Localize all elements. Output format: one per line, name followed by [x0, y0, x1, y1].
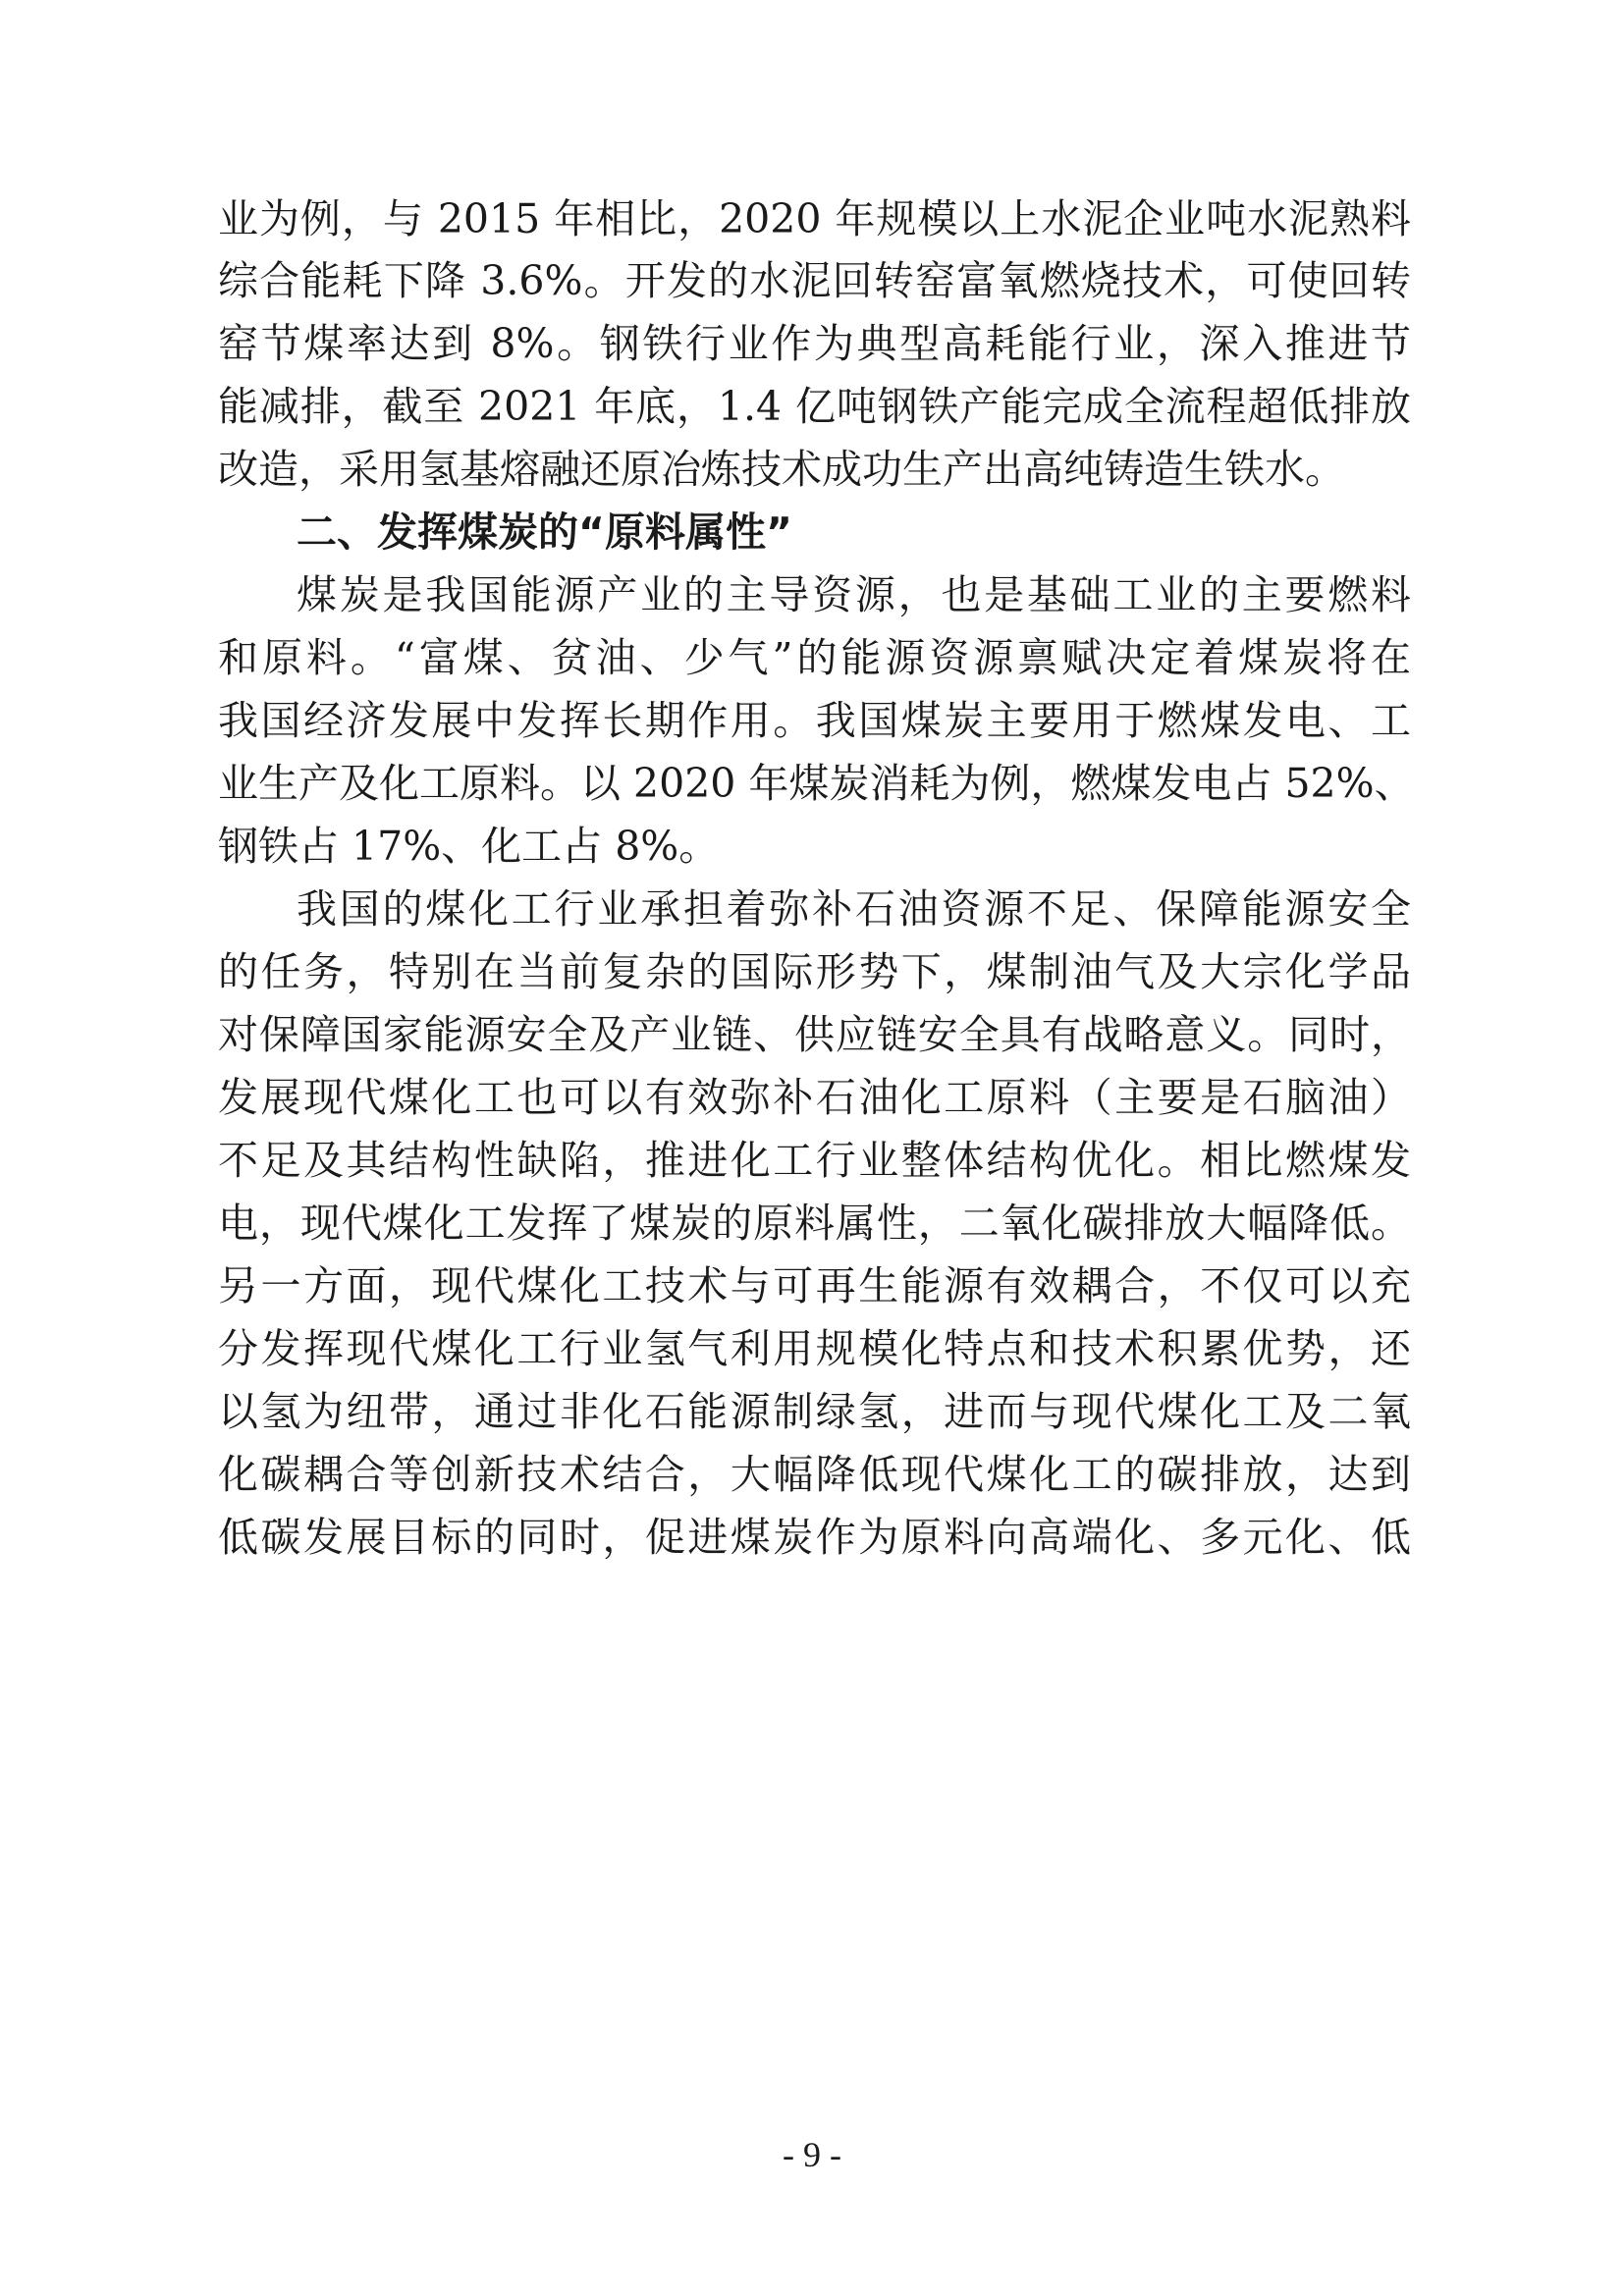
text-line: 对保障国家能源安全及产业链、供应链安全具有战略意义。同时， — [218, 1011, 1411, 1058]
text-line: 业生产及化工原料。以 2020 年煤炭消耗为例，燃煤发电占 52%、 — [218, 760, 1415, 807]
text-line: 窑节煤率达到 8%。钢铁行业作为典型高耗能行业，深入推进节 — [218, 320, 1411, 367]
text-line: 和原料。“富煤、贫油、少气”的能源资源禀赋决定着煤炭将在 — [218, 634, 1411, 681]
text-line: 不足及其结构性缺陷，推进化工行业整体结构优化。相比燃煤发 — [218, 1137, 1411, 1184]
text-line: 发展现代煤化工也可以有效弥补石油化工原料（主要是石脑油） — [218, 1074, 1411, 1121]
text-line: 低碳发展目标的同时，促进煤炭作为原料向高端化、多元化、低 — [218, 1514, 1411, 1561]
text-line: 煤炭是我国能源产业的主导资源，也是基础工业的主要燃料 — [297, 571, 1411, 618]
page-number: - 9 - — [783, 2135, 841, 2174]
text-line: 能减排，截至 2021 年底，1.4 亿吨钢铁产能完成全流程超低排放 — [218, 383, 1411, 430]
text-line: 电，现代煤化工发挥了煤炭的原料属性，二氧化碳排放大幅降低。 — [218, 1200, 1411, 1247]
text-line: 我国经济发展中发挥长期作用。我国煤炭主要用于燃煤发电、工 — [218, 697, 1411, 744]
text-line: 分发挥现代煤化工行业氢气利用规模化特点和技术积累优势，还 — [218, 1325, 1411, 1372]
text-line: 另一方面，现代煤化工技术与可再生能源有效耦合，不仅可以充 — [218, 1262, 1411, 1309]
text-line: 化碳耦合等创新技术结合，大幅降低现代煤化工的碳排放，达到 — [218, 1451, 1411, 1498]
text-line: 我国的煤化工行业承担着弥补石油资源不足、保障能源安全 — [297, 885, 1411, 933]
text-line: 改造，采用氢基熔融还原冶炼技术成功生产出高纯铸造生铁水。 — [218, 446, 1345, 493]
text-line: 的任务，特别在当前复杂的国际形势下，煤制油气及大宗化学品 — [218, 948, 1411, 995]
text-line: 钢铁占 17%、化工占 8%。 — [218, 823, 720, 870]
text-line: 以氢为纽带，通过非化石能源制绿氢，进而与现代煤化工及二氧 — [218, 1388, 1411, 1435]
section-heading: 二、发挥煤炭的“原料属性” — [297, 508, 792, 556]
text-line: 综合能耗下降 3.6%。开发的水泥回转窑富氧燃烧技术，可使回转 — [218, 257, 1411, 304]
text-line: 业为例，与 2015 年相比，2020 年规模以上水泥企业吨水泥熟料 — [218, 195, 1411, 242]
